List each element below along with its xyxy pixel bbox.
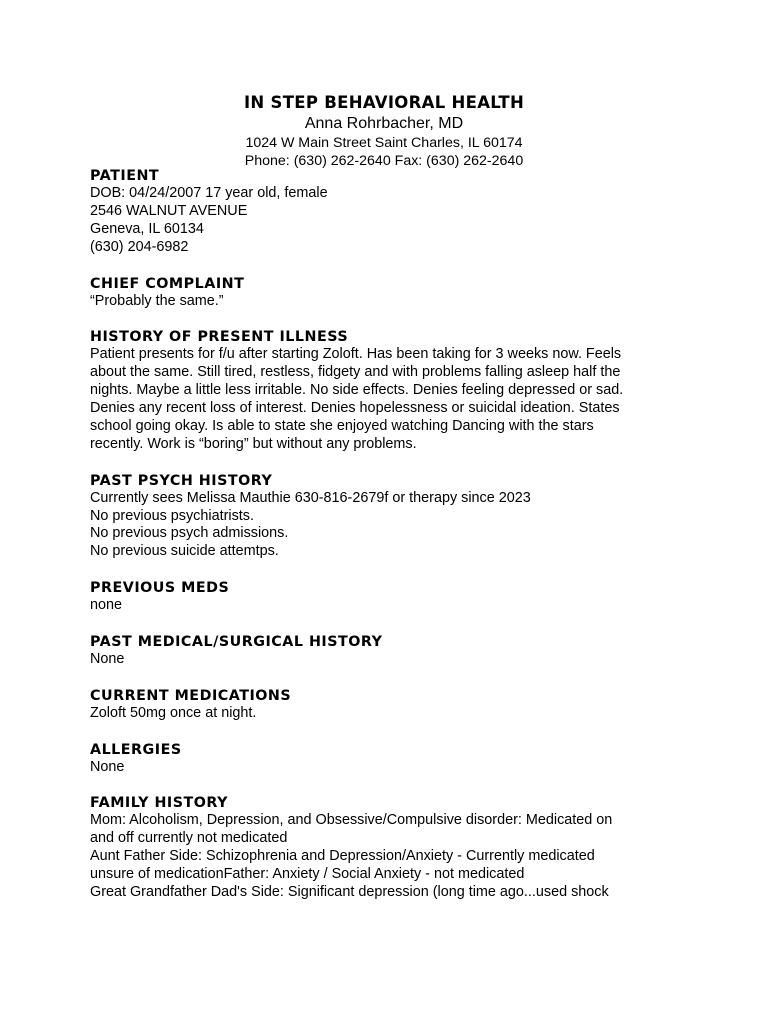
section-heading-allergies: ALLERGIES xyxy=(90,741,182,758)
family-history-line: Mom: Alcoholism, Depression, and Obsessive/Compulsive disorder: Medicated on xyxy=(90,812,613,829)
section-heading-past-medical: PAST MEDICAL/SURGICAL HISTORY xyxy=(90,633,383,650)
hpi-line: school going okay. Is able to state she enjoyed watching Dancing with the stars xyxy=(90,417,594,434)
section-heading-past-psych: PAST PSYCH HISTORY xyxy=(90,472,273,489)
allergies-text: None xyxy=(90,758,125,775)
chief-complaint-section xyxy=(90,275,680,311)
chief-complaint-text: “Probably the same.” xyxy=(90,292,224,309)
past-psych-line: No previous psych admissions. xyxy=(90,525,289,542)
past-psych-line: No previous suicide attemtps. xyxy=(90,543,279,560)
past-psych-section xyxy=(90,472,680,562)
family-history-line: Aunt Father Side: Schizophrenia and Depression/Anxiety - Currently medicated xyxy=(90,848,595,865)
note-body xyxy=(90,167,680,902)
hpi-line: about the same. Still tired, restless, fidgety and with problems falling asleep half the xyxy=(90,364,621,381)
previous-meds-section xyxy=(90,579,680,615)
practice-phone: Phone: (630) 262-2640 Fax: (630) 262-2640 xyxy=(244,153,524,169)
hpi-line: Denies any recent loss of interest. Denies hopelessness or suicidal ideation. States xyxy=(90,400,620,417)
organization-name: IN STEP BEHAVIORAL HEALTH xyxy=(243,93,525,112)
section-heading-current-meds: CURRENT MEDICATIONS xyxy=(90,687,292,704)
section-heading-previous-meds: PREVIOUS MEDS xyxy=(90,580,230,597)
patient-dob: DOB: 04/24/2007 17 year old, female xyxy=(90,185,328,201)
family-history-section xyxy=(90,794,680,902)
hpi-line: recently. Work is “boring” but without any problems. xyxy=(90,435,417,452)
hpi-line: Patient presents for f/u after starting Zoloft. Has been taking for 3 weeks now. Feels xyxy=(90,346,622,363)
allergies-section xyxy=(90,741,680,777)
patient-section xyxy=(90,167,680,257)
section-heading-chief-complaint: CHIEF COMPLAINT xyxy=(90,275,245,292)
section-heading-family-history: FAMILY HISTORY xyxy=(90,795,229,812)
section-heading-patient: PATIENT xyxy=(90,168,160,184)
patient-street: 2546 WALNUT AVENUE xyxy=(90,202,248,219)
past-medical-text: None xyxy=(90,650,125,667)
past-psych-line: No previous psychiatrists. xyxy=(90,507,254,524)
current-meds-text: Zoloft 50mg once at night. xyxy=(90,704,257,721)
family-history-line: unsure of medicationFather: Anxiety / Social Anxiety - not medicated xyxy=(90,866,525,883)
hpi-section xyxy=(90,328,680,453)
practice-address: 1024 W Main Street Saint Charles, IL 60174 xyxy=(245,135,523,151)
letterhead xyxy=(0,92,768,170)
family-history-line: Great Grandfather Dad's Side: Significant depression (long time ago...used shock xyxy=(90,883,609,900)
patient-phone: (630) 204-6982 xyxy=(90,238,189,255)
family-history-line: and off currently not medicated xyxy=(90,830,288,847)
patient-city: Geneva, IL 60134 xyxy=(90,220,204,237)
previous-meds-text: none xyxy=(90,597,123,614)
past-psych-line: Currently sees Melissa Mauthie 630-816-2679f or therapy since 2023 xyxy=(90,489,531,506)
current-meds-section xyxy=(90,687,680,723)
past-medical-section xyxy=(90,633,680,669)
doctor-name: Anna Rohrbacher, MD xyxy=(304,115,464,132)
section-heading-hpi: HISTORY OF PRESENT ILLNESS xyxy=(90,329,349,346)
hpi-line: nights. Maybe a little less irritable. No side effects. Denies feeling depressed or sad. xyxy=(90,382,624,399)
